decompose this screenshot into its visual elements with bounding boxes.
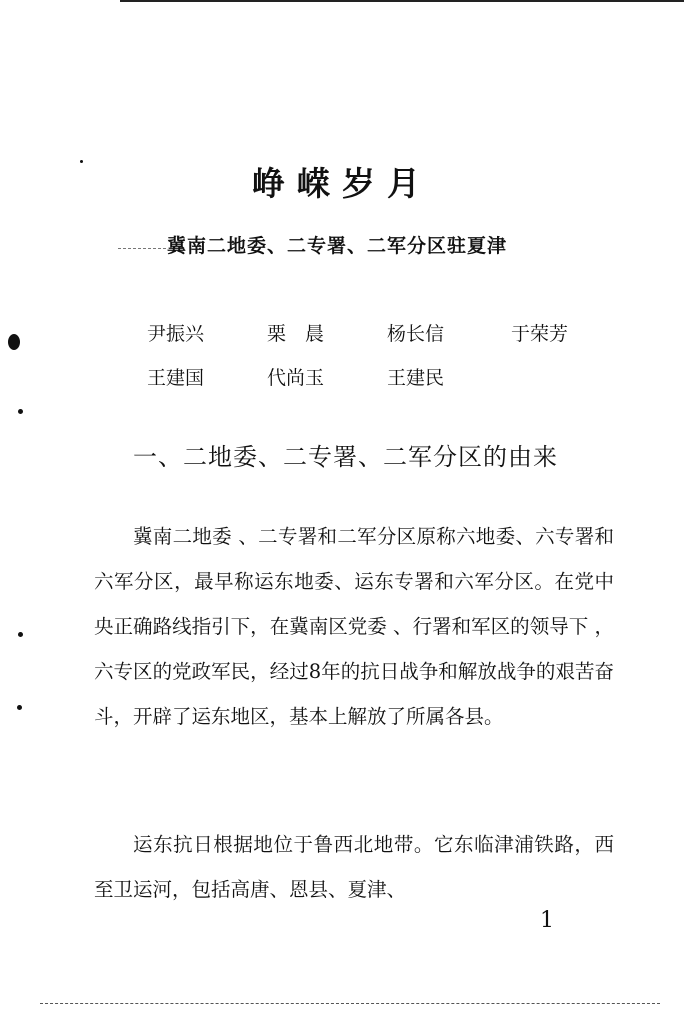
body-paragraph [94, 514, 614, 739]
author-list [147, 312, 617, 400]
author-name: 王建民 [387, 367, 445, 389]
author-name: 栗 晨 [267, 323, 325, 345]
article-title: 峥嵘岁月 [252, 164, 432, 203]
scan-speck [18, 632, 23, 637]
author-name: 杨长信 [387, 323, 445, 345]
paragraph-text: 运东抗日根据地位于鲁西北地带。它东临津浦铁路，西至卫运河，包括高唐、恩县、夏津、 [94, 833, 614, 901]
page-number: 1 [540, 908, 554, 933]
section-heading: 一、二地委、二专署、二军分区的由来 [133, 443, 558, 471]
top-border-line [120, 0, 684, 2]
paragraph-text: 冀南二地委 、二专署和二军分区原称六地委、六专署和六军分区，最早称运东地委、运东专署和六军分区。在党中央正确路线指引下，在冀南区党委 、行署和军区的领导下 ，六专区的党政军民，经过8年的抗日战争和解放战争的艰苦奋斗，开辟了运东地区，基本上解放了所属各县。 [94, 525, 614, 728]
binding-hole-mark [8, 334, 20, 350]
article-subtitle: 冀南二地委、二专署、二军分区驻夏津 [167, 235, 508, 257]
author-row [147, 356, 617, 400]
author-row [147, 312, 617, 356]
author-name: 尹振兴 [147, 323, 205, 345]
author-name: 于荣芳 [511, 323, 569, 345]
bottom-border-line [40, 1003, 660, 1004]
body-paragraph [94, 822, 614, 912]
author-name: 王建国 [147, 367, 205, 389]
subtitle-dash [118, 248, 166, 249]
scan-speck [17, 705, 22, 710]
author-name: 代尚玉 [267, 367, 325, 389]
scan-speck [18, 409, 23, 414]
